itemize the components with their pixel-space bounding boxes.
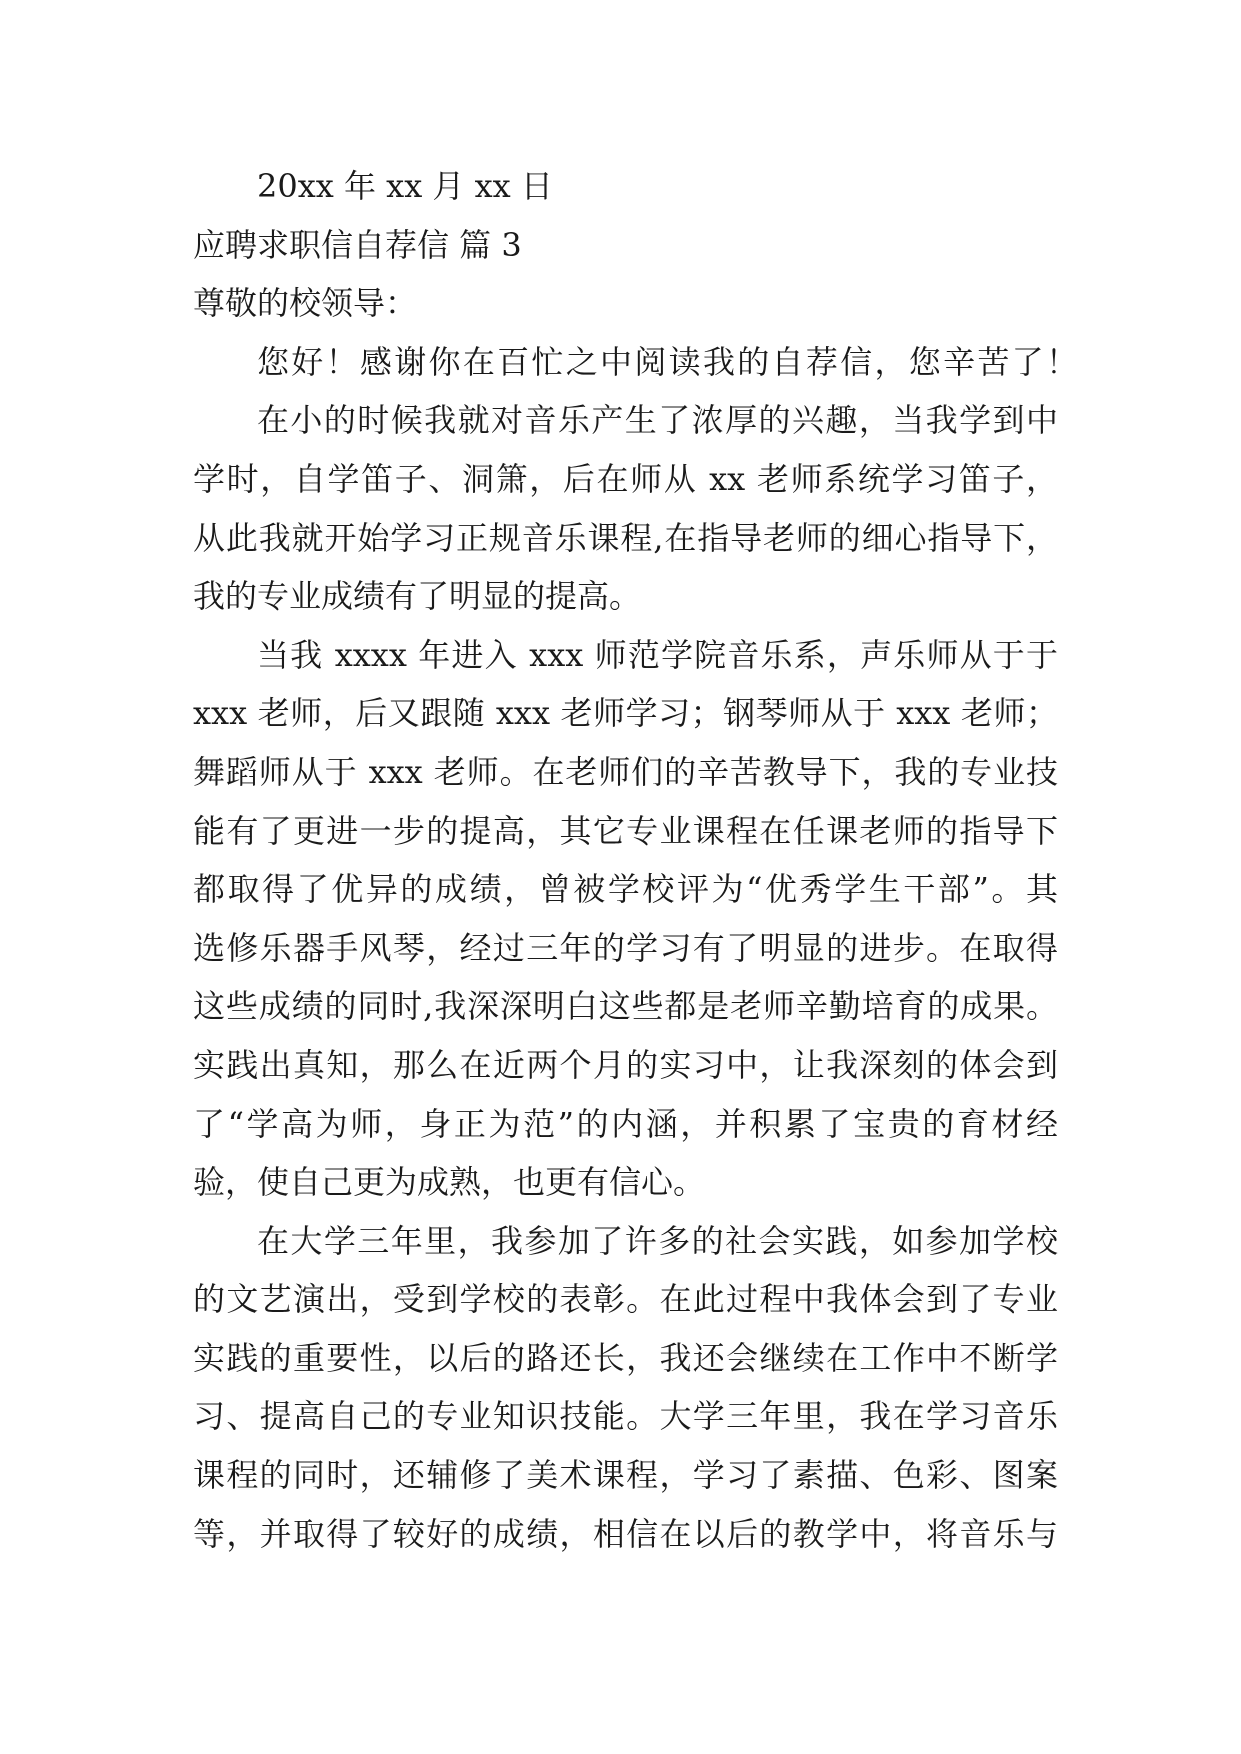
paragraph-line: 当我 xxxx 年进入 xxx 师范学院音乐系，声乐师从于于 [257, 635, 1058, 674]
paragraph-line: xxx 老师，后又跟随 xxx 老师学习；钢琴师从于 xxx 老师； [193, 694, 1058, 733]
paragraph-music-childhood [193, 391, 1058, 625]
paragraph-social-practice [193, 1212, 1058, 1564]
paragraph-line: 舞蹈师从于 xxx 老师。在老师们的辛苦教导下，我的专业技 [193, 752, 1058, 791]
paragraph-line: 选修乐器手风琴，经过三年的学习有了明显的进步。在取得 [193, 928, 1058, 967]
paragraph-line: 学时，自学笛子、洞箫，后在师从 xx 老师系统学习笛子， [193, 459, 1058, 498]
paragraph-line: 了“学高为师，身正为范”的内涵，并积累了宝贵的育材经 [193, 1104, 1058, 1143]
paragraph-line: 验，使自己更为成熟，也更有信心。 [193, 1163, 706, 1202]
paragraph-line: 我的专业成绩有了明显的提高。 [193, 577, 642, 616]
paragraph-college-study [193, 626, 1058, 1212]
paragraph-line: 在小的时候我就对音乐产生了浓厚的兴趣，当我学到中 [257, 401, 1058, 440]
paragraph-line: 这些成绩的同时,我深深明白这些都是老师辛勤培育的成果。 [193, 987, 1058, 1026]
date-line: 20xx 年 xx 月 xx 日 [257, 167, 553, 205]
paragraph-line: 习、提高自己的专业知识技能。大学三年里，我在学习音乐 [193, 1397, 1058, 1436]
paragraph-line: 从此我就开始学习正规音乐课程,在指导老师的细心指导下， [193, 518, 1058, 557]
paragraph-line: 实践出真知，那么在近两个月的实习中，让我深刻的体会到 [193, 1045, 1058, 1084]
paragraph-line: 课程的同时，还辅修了美术课程，学习了素描、色彩、图案 [193, 1456, 1058, 1495]
paragraph-line: 您好！感谢你在百忙之中阅读我的自荐信，您辛苦了！ [257, 342, 1078, 381]
paragraph-line: 等，并取得了较好的成绩，相信在以后的教学中，将音乐与 [193, 1514, 1058, 1553]
letter-body [193, 157, 1078, 1563]
paragraph-greeting [193, 333, 1078, 392]
paragraph-line: 在大学三年里，我参加了许多的社会实践，如参加学校 [257, 1221, 1058, 1260]
letter-title: 应聘求职信自荐信 篇 3 [193, 225, 522, 264]
paragraph-line: 都取得了优异的成绩，曾被学校评为“优秀学生干部”。其 [193, 870, 1058, 909]
paragraph-line: 实践的重要性，以后的路还长，我还会继续在工作中不断学 [193, 1338, 1058, 1377]
paragraph-line: 能有了更进一步的提高，其它专业课程在任课老师的指导下 [193, 811, 1058, 850]
salutation: 尊敬的校领导： [193, 284, 418, 323]
paragraph-line: 的文艺演出，受到学校的表彰。在此过程中我体会到了专业 [193, 1280, 1058, 1319]
